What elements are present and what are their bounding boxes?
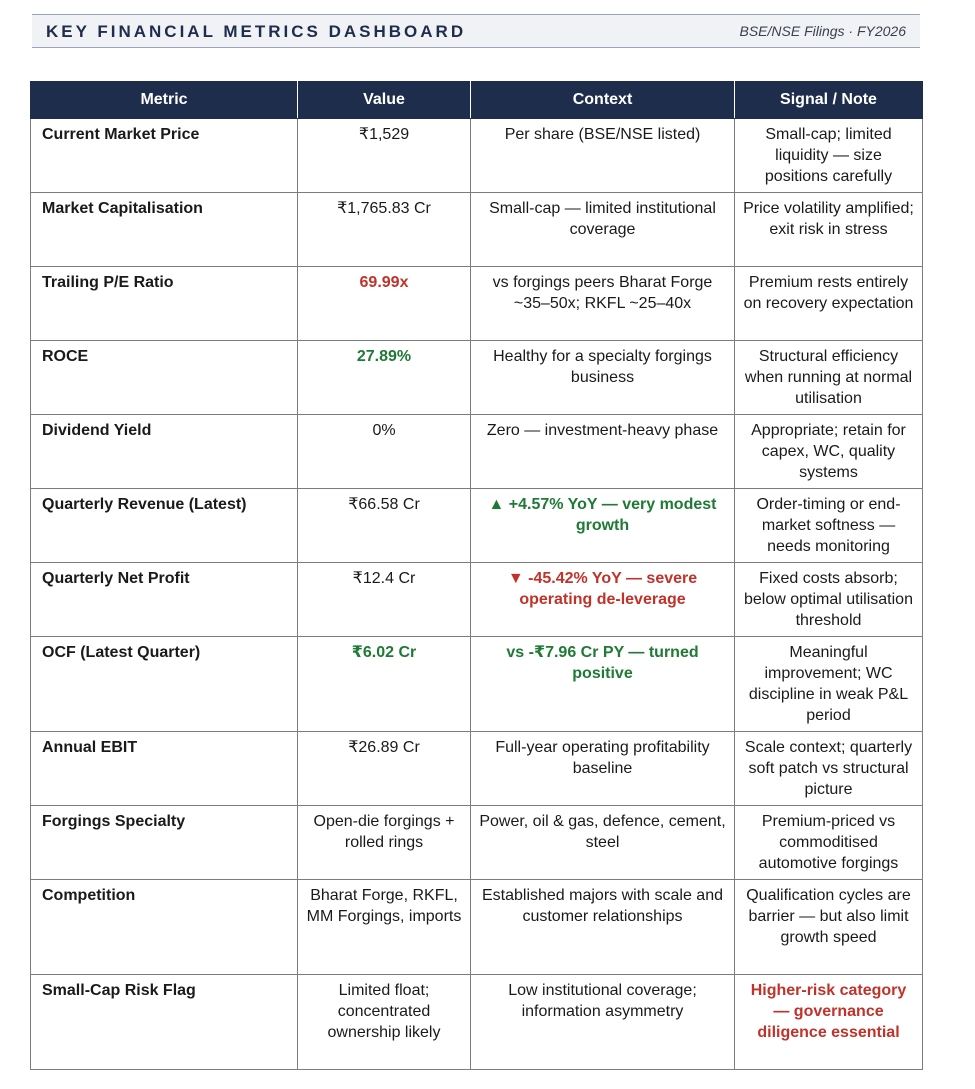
context-cell: Healthy for a specialty forgings business (471, 341, 735, 415)
signal-cell: Structural efficiency when running at normal utilisation (735, 341, 923, 415)
table-row (31, 732, 923, 806)
signal-cell: Premium-priced vs commoditised automotive forgings (735, 806, 923, 880)
source-note: BSE/NSE Filings · FY2026 (739, 23, 906, 39)
metric-cell: Small-Cap Risk Flag (31, 975, 298, 1070)
metrics-table (30, 81, 923, 1070)
context-cell: vs forgings peers Bharat Forge ~35–50x; RKFL ~25–40x (471, 267, 735, 341)
column-header-signal: Signal / Note (735, 82, 923, 119)
signal-cell: Order-timing or end-market softness — needs monitoring (735, 489, 923, 563)
context-cell: Full-year operating profitability baseline (471, 732, 735, 806)
signal-cell: Price volatility amplified; exit risk in stress (735, 193, 923, 267)
table-row (31, 637, 923, 732)
metric-cell: Forgings Specialty (31, 806, 298, 880)
metric-cell: Trailing P/E Ratio (31, 267, 298, 341)
metric-cell: ROCE (31, 341, 298, 415)
signal-cell: Scale context; quarterly soft patch vs structural picture (735, 732, 923, 806)
table-row (31, 975, 923, 1070)
table-row (31, 489, 923, 563)
metric-cell: Quarterly Revenue (Latest) (31, 489, 298, 563)
table-row (31, 267, 923, 341)
context-cell: vs -₹7.96 Cr PY — turned positive (471, 637, 735, 732)
metric-cell: Annual EBIT (31, 732, 298, 806)
signal-cell: Fixed costs absorb; below optimal utilisation threshold (735, 563, 923, 637)
context-cell: ▲ +4.57% YoY — very modest growth (471, 489, 735, 563)
metric-cell: Competition (31, 880, 298, 975)
value-cell: 69.99x (298, 267, 471, 341)
context-cell: Power, oil & gas, defence, cement, steel (471, 806, 735, 880)
dashboard-header (32, 14, 920, 48)
value-cell: ₹66.58 Cr (298, 489, 471, 563)
signal-cell: Small-cap; limited liquidity — size positions carefully (735, 119, 923, 193)
value-cell: ₹26.89 Cr (298, 732, 471, 806)
signal-cell: Premium rests entirely on recovery expectation (735, 267, 923, 341)
metric-cell: OCF (Latest Quarter) (31, 637, 298, 732)
value-cell: Bharat Forge, RKFL, MM Forgings, imports (298, 880, 471, 975)
table-row (31, 193, 923, 267)
column-header-metric: Metric (31, 82, 298, 119)
column-header-value: Value (298, 82, 471, 119)
value-cell: 0% (298, 415, 471, 489)
metric-cell: Market Capitalisation (31, 193, 298, 267)
table-header-row (31, 82, 923, 119)
signal-cell: Higher-risk category — governance diligence essential (735, 975, 923, 1070)
metric-cell: Current Market Price (31, 119, 298, 193)
signal-cell: Appropriate; retain for capex, WC, quality systems (735, 415, 923, 489)
value-cell: 27.89% (298, 341, 471, 415)
value-cell: Open-die forgings + rolled rings (298, 806, 471, 880)
table-row (31, 563, 923, 637)
table-row (31, 119, 923, 193)
table-row (31, 415, 923, 489)
page-title: KEY FINANCIAL METRICS DASHBOARD (46, 22, 467, 41)
signal-cell: Meaningful improvement; WC discipline in weak P&L period (735, 637, 923, 732)
metric-cell: Dividend Yield (31, 415, 298, 489)
signal-cell: Qualification cycles are barrier — but also limit growth speed (735, 880, 923, 975)
value-cell: ₹1,529 (298, 119, 471, 193)
column-header-context: Context (471, 82, 735, 119)
value-cell: Limited float; concentrated ownership likely (298, 975, 471, 1070)
context-cell: Small-cap — limited institutional coverage (471, 193, 735, 267)
table-row (31, 341, 923, 415)
metric-cell: Quarterly Net Profit (31, 563, 298, 637)
context-cell: Low institutional coverage; information asymmetry (471, 975, 735, 1070)
table-row (31, 806, 923, 880)
table-row (31, 880, 923, 975)
value-cell: ₹12.4 Cr (298, 563, 471, 637)
context-cell: Zero — investment-heavy phase (471, 415, 735, 489)
context-cell: Per share (BSE/NSE listed) (471, 119, 735, 193)
context-cell: Established majors with scale and customer relationships (471, 880, 735, 975)
context-cell: ▼ -45.42% YoY — severe operating de-leverage (471, 563, 735, 637)
value-cell: ₹6.02 Cr (298, 637, 471, 732)
value-cell: ₹1,765.83 Cr (298, 193, 471, 267)
